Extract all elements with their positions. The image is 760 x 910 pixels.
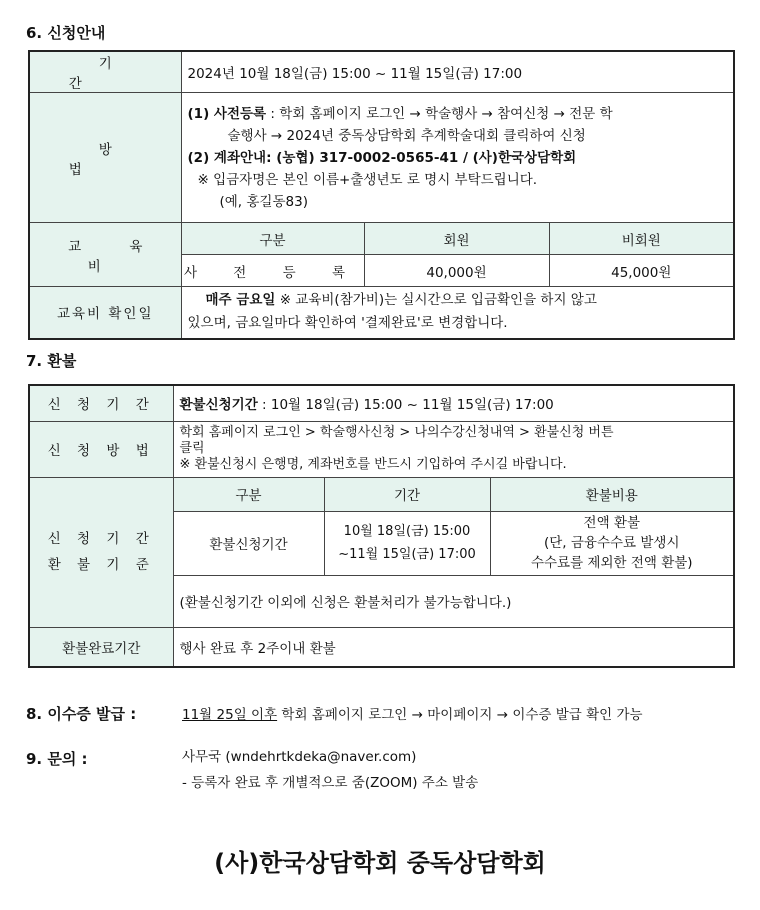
criteria-type: 환불신청기간 xyxy=(173,511,324,575)
method-note: ※ 입금자명은 본인 이름+출생년도 로 명시 부탁드립니다. xyxy=(197,171,538,188)
confirm-value xyxy=(181,287,734,339)
criteria-period: 10월 18일(금) 15:00 ~11월 15일(금) 17:00 xyxy=(324,511,490,575)
section-6-title: 6. 신청안내 xyxy=(26,24,106,42)
refund-method-line3: ※ 환불신청시 은행명, 계좌번호를 반드시 기입하여 주시길 바랍니다. xyxy=(179,457,567,472)
refund-method-label: 신 청 방 법 xyxy=(29,421,173,477)
method-1-head: (1) 사전등록 xyxy=(187,105,267,122)
criteria-note: (환불신청기간 이외에 신청은 환불처리가 불가능합니다.) xyxy=(173,575,734,627)
criteria-header-type: 구분 xyxy=(173,477,324,511)
certificate-row xyxy=(26,703,643,724)
refund-method-line2: 클릭 xyxy=(179,441,205,456)
refund-criteria-label: 신 청 기 간 환 불 기 준 xyxy=(29,477,173,627)
method-2: (2) 계좌안내: (농협) 317-0002-0565-41 / (사)한국상담학회 xyxy=(187,149,577,166)
confirm-cont: 있으며, 금요일마다 확인하여 '결제완료'로 변경합니다. xyxy=(187,315,508,332)
refund-period-label: 신 청 기 간 xyxy=(29,385,173,421)
confirm-bold: 매주 금요일 xyxy=(205,292,276,309)
refund-complete-label: 환불완료기간 xyxy=(29,627,173,667)
fee-row-member: 40,000원 xyxy=(364,255,549,287)
method-example: (예, 홍길동83) xyxy=(219,193,308,210)
fee-row-nonmember: 45,000원 xyxy=(549,255,734,287)
contact-label: 9. 문의 : xyxy=(26,750,88,768)
fee-header-nonmember: 비회원 xyxy=(549,223,734,255)
certificate-date: 11월 25일 이후 xyxy=(182,707,278,723)
contact-zoom-note: - 등록자 완료 후 개별적으로 줌(ZOOM) 주소 발송 xyxy=(182,775,479,791)
refund-method-value xyxy=(173,421,734,477)
refund-method-line1: 학회 홈페이지 로그인 > 학술행사신청 > 나의수강신청내역 > 환불신청 버튼 xyxy=(179,425,614,440)
application-info-table xyxy=(28,50,735,340)
criteria-header-cost: 환불비용 xyxy=(490,477,734,511)
refund-complete-value: 행사 완료 후 2주이내 환불 xyxy=(173,627,734,667)
footer-organization: (사)한국상담학회 중독상담학회 xyxy=(214,849,546,877)
period-label: 기 간 xyxy=(29,51,181,93)
confirm-text: ※ 교육비(참가비)는 실시간으로 입금확인을 하지 않고 xyxy=(275,292,597,309)
criteria-cost: 전액 환불 (단, 금융수수료 발생시 수수료를 제외한 전액 환불) xyxy=(490,511,734,575)
method-value xyxy=(181,93,734,223)
confirm-label: 교육비 확인일 xyxy=(29,287,181,339)
section-7-title: 7. 환불 xyxy=(26,352,77,370)
fee-header-type: 구분 xyxy=(181,223,364,255)
contact-row xyxy=(26,748,478,796)
refund-period-value: 환불신청기간 : 10월 18일(금) 15:00 ~ 11월 15일(금) 17:00 xyxy=(173,385,734,421)
method-label: 방 법 xyxy=(29,93,181,223)
method-1-cont: 술행사 → 2024년 중독상담학회 추계학술대회 클릭하여 신청 xyxy=(227,127,586,144)
period-value: 2024년 10월 18일(금) 15:00 ~ 11월 15일(금) 17:00 xyxy=(181,51,734,93)
criteria-header-period: 기간 xyxy=(324,477,490,511)
refund-table xyxy=(28,384,735,668)
fee-header-member: 회원 xyxy=(364,223,549,255)
certificate-text: 학회 홈페이지 로그인 → 마이페이지 → 이수증 발급 확인 가능 xyxy=(277,707,643,723)
fee-row-type: 사 전 등 록 xyxy=(181,255,364,287)
contact-email: 사무국 (wndehrtkdeka@naver.com) xyxy=(182,749,417,765)
certificate-label: 8. 이수증 발급 : xyxy=(26,705,137,723)
method-1-text: : 학회 홈페이지 로그인 → 학술행사 → 참여신청 → 전문 학 xyxy=(266,105,613,122)
fee-label: 교 육 비 xyxy=(29,223,181,287)
